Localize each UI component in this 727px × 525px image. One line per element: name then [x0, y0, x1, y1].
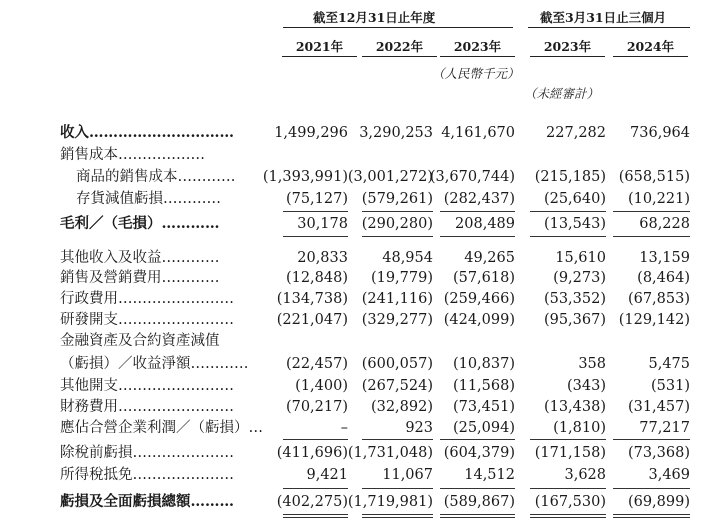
table-row: [0, 397, 727, 417]
cell: (267,524): [361, 378, 433, 394]
subtotal-rule: [530, 439, 606, 440]
cell: (32,892): [370, 399, 433, 415]
cell: (329,277): [361, 312, 433, 328]
subtotal-rule: [283, 488, 348, 489]
row-label: 金融資產及合約資產減值: [60, 333, 220, 349]
table-row: [0, 376, 727, 396]
cell: (53,352): [543, 291, 606, 307]
table-row: [0, 189, 727, 209]
cell: 358: [578, 356, 606, 372]
cell: 923: [405, 420, 433, 436]
cell: (171,158): [534, 445, 606, 461]
cell: 30,178: [297, 216, 348, 232]
table-row: [0, 443, 727, 463]
quarter-group-rule: [528, 27, 690, 28]
subtotal-rule: [613, 488, 690, 489]
subtotal-rule: [362, 488, 433, 489]
cell: (129,142): [618, 312, 690, 328]
row-label: 財務費用……………………: [60, 399, 234, 415]
subtotal-rule: [440, 439, 515, 440]
cell: 3,628: [564, 467, 606, 483]
year-group-rule: [283, 27, 513, 28]
cell: 208,489: [455, 216, 515, 232]
row-label: 毛利／（毛損）…………: [60, 215, 220, 232]
cell: (75,127): [285, 191, 348, 207]
cell: 49,265: [464, 250, 515, 266]
cell: (604,379): [443, 445, 515, 461]
cell: 9,421: [306, 467, 348, 483]
cell: (13,543): [543, 216, 606, 232]
cell: (579,261): [361, 191, 433, 207]
cell: (411,696): [276, 445, 348, 461]
subtotal-rule: [362, 211, 433, 212]
cell: 11,067: [382, 467, 433, 483]
subtotal-rule: [613, 439, 690, 440]
col-rule: [440, 56, 515, 57]
cell: 4,161,670: [441, 125, 515, 141]
cell: –: [340, 420, 348, 436]
table-row: [0, 268, 727, 288]
cell: (134,738): [276, 291, 348, 307]
row-label: 商品的銷售成本…………: [76, 169, 236, 185]
cell: (221,047): [276, 312, 348, 328]
cell: (3,670,744): [429, 169, 515, 185]
cell: (25,640): [543, 191, 606, 207]
subtotal-rule: [440, 236, 515, 237]
cell: (69,899): [627, 494, 690, 510]
row-label: 其他開支……………………: [60, 378, 234, 394]
cell: (22,457): [285, 356, 348, 372]
cell: (343): [567, 378, 606, 394]
cell: 48,954: [382, 250, 433, 266]
cell: (531): [651, 378, 690, 394]
cell: (9,273): [553, 270, 606, 286]
cell: 736,964: [630, 125, 690, 141]
col-header-2024-q1: 2024年: [626, 39, 675, 54]
cell: (3,001,272): [347, 169, 433, 185]
total-double-rule: [362, 514, 433, 518]
subtotal-rule: [530, 236, 606, 237]
row-label: 銷售成本………………: [60, 147, 205, 163]
table-row: [0, 354, 727, 374]
cell: (167,530): [534, 494, 606, 510]
cell: 3,290,253: [359, 125, 433, 141]
total-double-rule: [440, 514, 515, 518]
table-row: [0, 418, 727, 438]
cell: (259,466): [443, 291, 515, 307]
cell: (25,094): [452, 420, 515, 436]
subtotal-rule: [362, 236, 433, 237]
row-label: 銷售及營銷費用…………: [60, 270, 220, 286]
cell: (95,367): [543, 312, 606, 328]
cell: (10,221): [627, 191, 690, 207]
col-header-2021: 2021年: [295, 39, 344, 54]
subtotal-rule: [613, 236, 690, 237]
row-label: （虧損）／收益淨額…………: [60, 356, 249, 372]
cell: (282,437): [443, 191, 515, 207]
cell: (70,217): [285, 399, 348, 415]
cell: (10,837): [452, 356, 515, 372]
table-row: [0, 492, 727, 512]
table-row: [0, 145, 727, 165]
cell: (1,393,991): [262, 169, 348, 185]
row-label: 其他收入及收益…………: [60, 250, 220, 266]
year-group-header: 截至12月31日止年度: [313, 10, 436, 25]
cell: (215,185): [534, 169, 606, 185]
table-row: [0, 167, 727, 187]
subtotal-rule: [283, 439, 348, 440]
cell: (1,731,048): [347, 445, 433, 461]
cell: (1,810): [553, 420, 606, 436]
col-rule: [613, 56, 688, 57]
unaudited-note: （未經審計）: [524, 86, 600, 101]
cell: 68,228: [639, 216, 690, 232]
row-label: 行政費用……………………: [60, 291, 234, 307]
table-row: [0, 289, 727, 309]
table-row: [0, 331, 727, 351]
cell: (1,719,981): [347, 494, 433, 510]
subtotal-rule: [530, 211, 606, 212]
table-row: [0, 214, 727, 234]
col-rule: [362, 56, 437, 57]
table-row: [0, 465, 727, 485]
row-label: 研發開支……………………: [60, 312, 234, 328]
table-row: [0, 123, 727, 143]
row-label: 除稅前虧損…………………: [60, 445, 234, 461]
col-rule: [530, 56, 605, 57]
col-header-2022: 2022年: [375, 39, 424, 54]
cell: 14,512: [464, 467, 515, 483]
cell: 13,159: [639, 250, 690, 266]
cell: (1,400): [295, 378, 348, 394]
row-label: 存貨減值虧損…………: [76, 191, 221, 207]
subtotal-rule: [283, 211, 348, 212]
table-row: [0, 248, 727, 268]
cell: 20,833: [297, 250, 348, 266]
table-row: [0, 310, 727, 330]
cell: (73,451): [452, 399, 515, 415]
cell: (241,116): [361, 291, 433, 307]
cell: (589,867): [443, 494, 515, 510]
cell: (424,099): [443, 312, 515, 328]
col-rule: [282, 56, 357, 57]
subtotal-rule: [613, 211, 690, 212]
subtotal-rule: [440, 488, 515, 489]
col-header-2023: 2023年: [453, 39, 502, 54]
cell: (402,275): [276, 494, 348, 510]
subtotal-rule: [283, 236, 348, 237]
row-label: 應佔合營企業利潤／（虧損）…: [60, 420, 263, 436]
total-double-rule: [613, 514, 690, 518]
cell: (290,280): [361, 216, 433, 232]
row-label: 所得稅抵免…………………: [60, 467, 234, 483]
cell: (600,057): [361, 356, 433, 372]
cell: 227,282: [546, 125, 606, 141]
cell: (73,368): [627, 445, 690, 461]
cell: (8,464): [637, 270, 690, 286]
subtotal-rule: [362, 439, 433, 440]
total-double-rule: [283, 514, 348, 518]
cell: (31,457): [627, 399, 690, 415]
cell: 5,475: [648, 356, 690, 372]
cell: (658,515): [618, 169, 690, 185]
cell: 3,469: [648, 467, 690, 483]
total-double-rule: [530, 514, 606, 518]
cell: (13,438): [543, 399, 606, 415]
cell: (67,853): [627, 291, 690, 307]
cell: 1,499,296: [274, 125, 348, 141]
cell: (12,848): [285, 270, 348, 286]
cell: (11,568): [452, 378, 515, 394]
row-label: 虧損及全面虧損總額………: [60, 493, 234, 510]
unit-note: （人民幣千元）: [432, 66, 520, 81]
cell: 15,610: [555, 250, 606, 266]
row-label: 收入…………………………: [60, 124, 234, 141]
cell: (57,618): [452, 270, 515, 286]
quarter-group-header: 截至3月31日止三個月: [540, 10, 667, 25]
cell: 77,217: [639, 420, 690, 436]
subtotal-rule: [440, 211, 515, 212]
cell: (19,779): [370, 270, 433, 286]
subtotal-rule: [530, 488, 606, 489]
col-header-2023-q1: 2023年: [543, 39, 592, 54]
